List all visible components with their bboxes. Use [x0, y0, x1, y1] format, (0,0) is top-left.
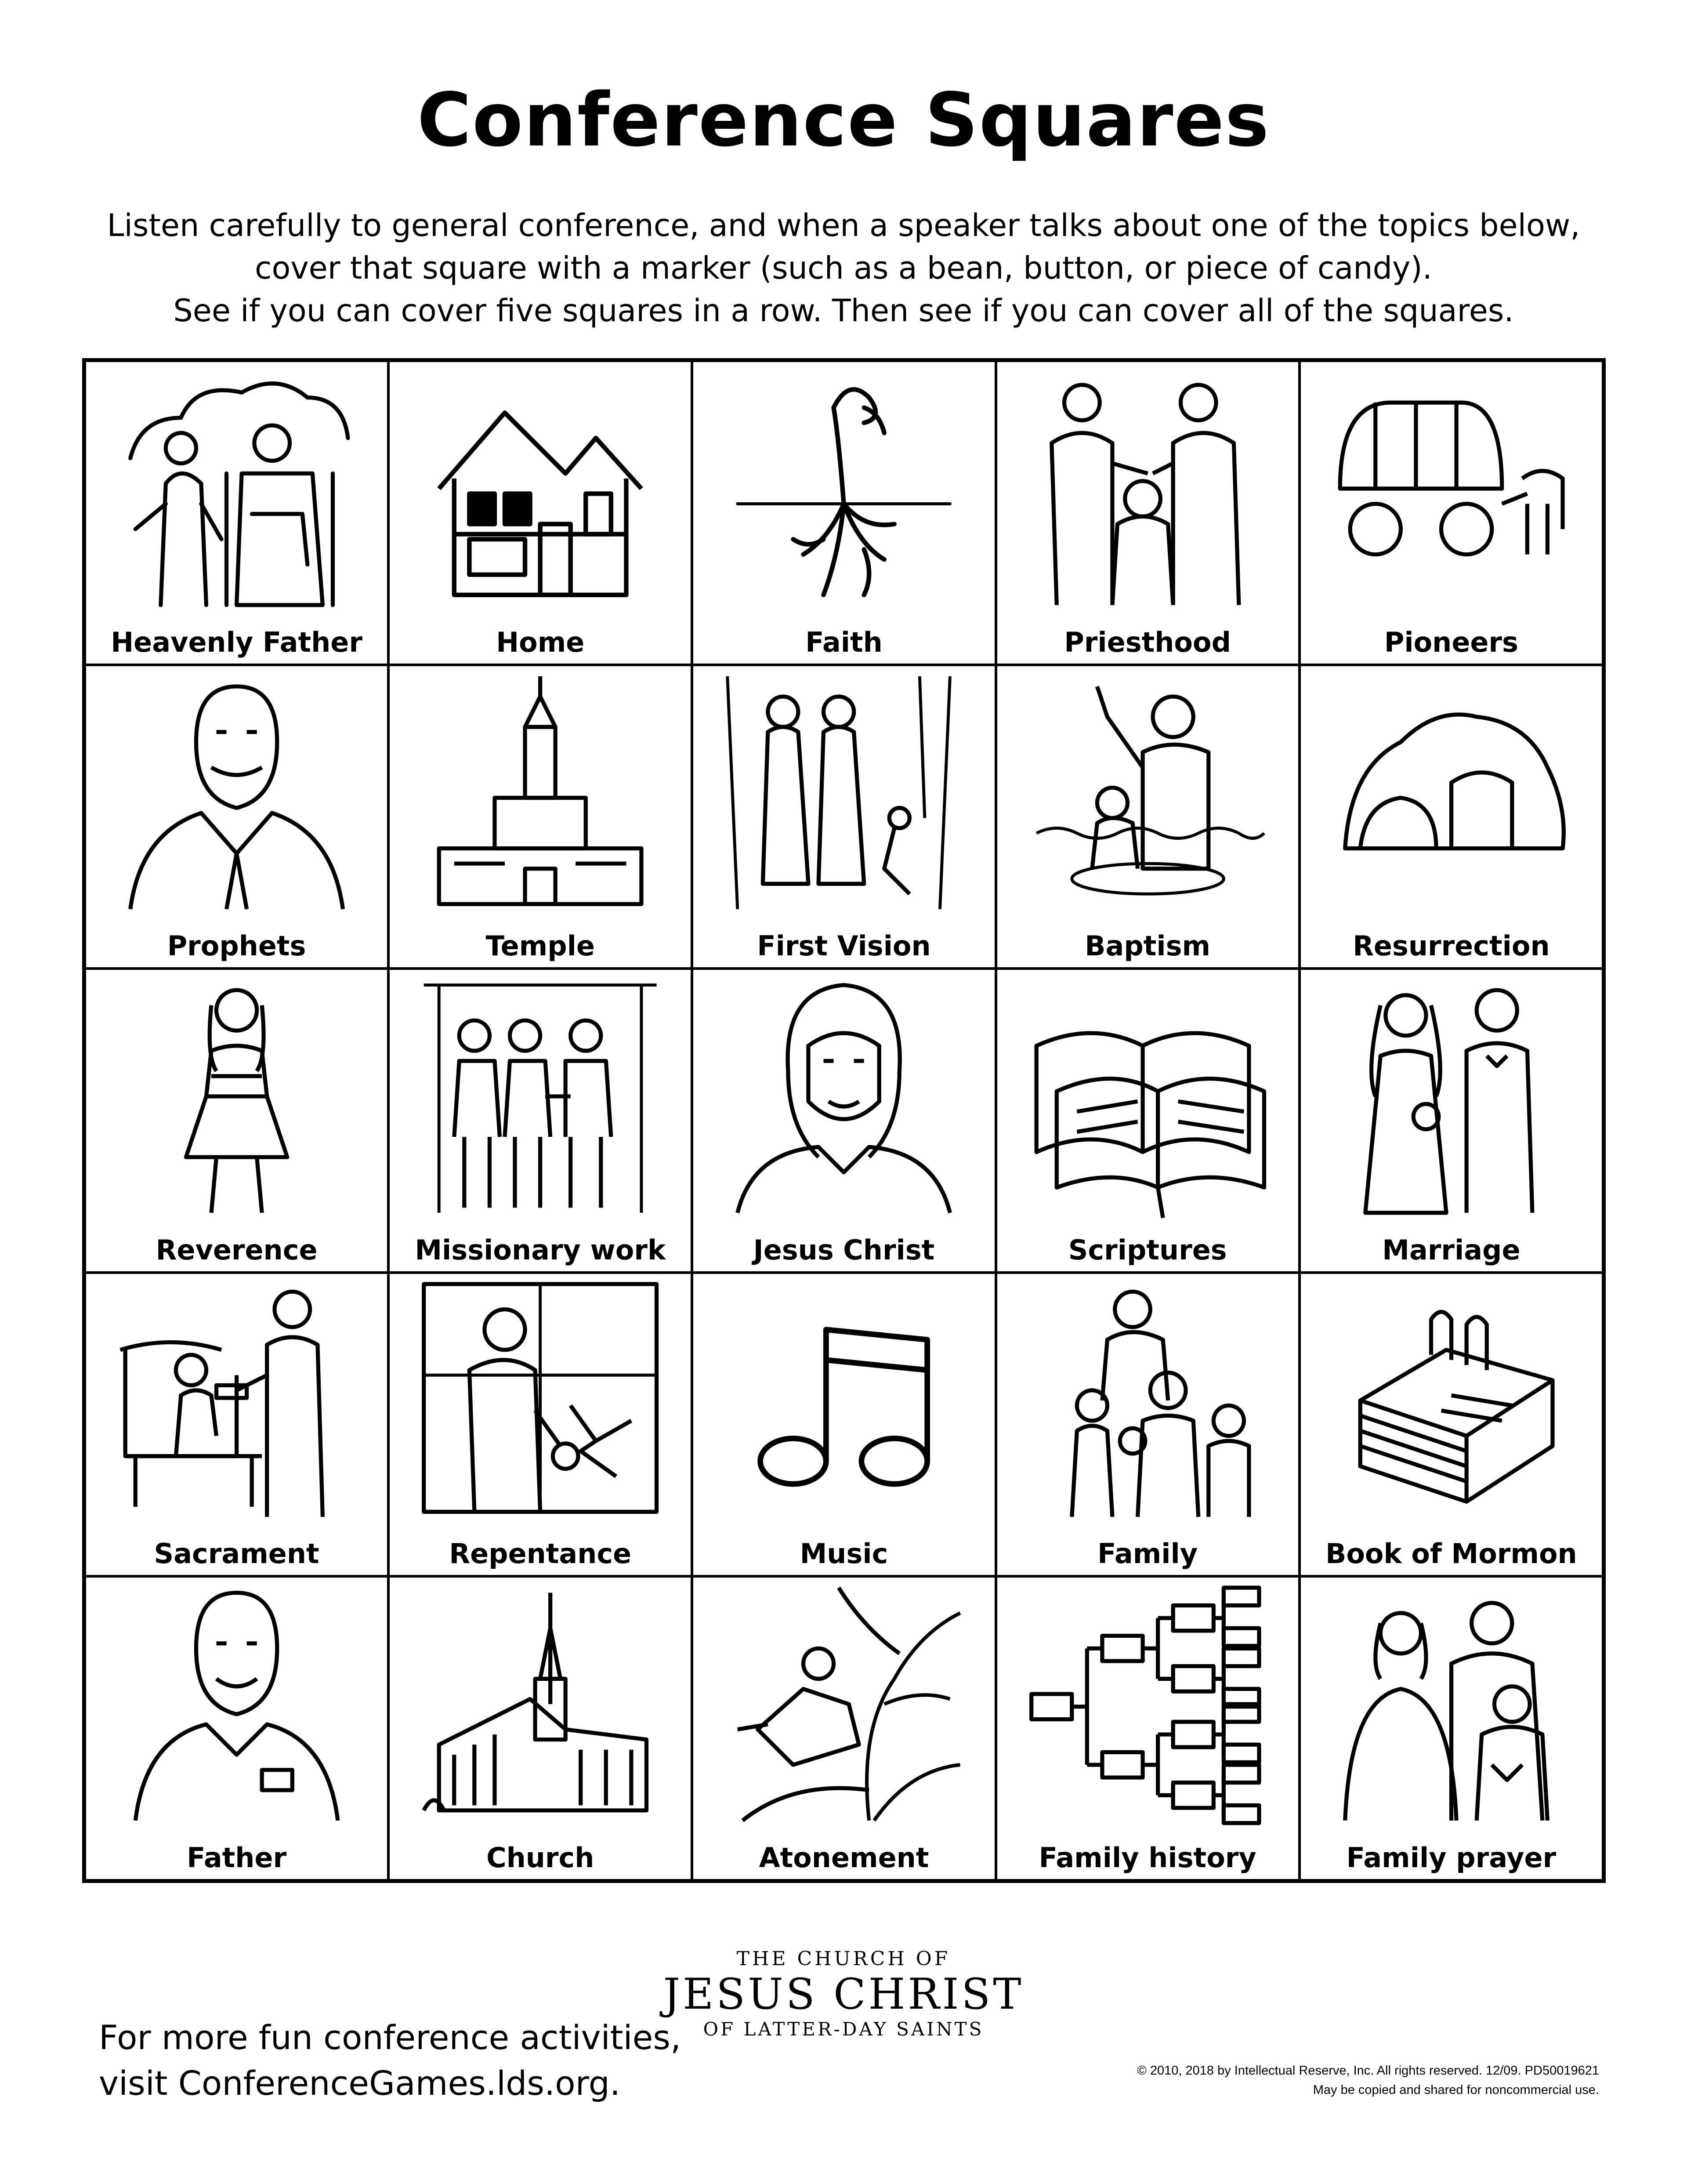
music-icon	[693, 1274, 994, 1527]
square-family-prayer[interactable]	[1300, 1576, 1603, 1880]
father-icon	[86, 1578, 387, 1831]
more-activities-note	[99, 2015, 681, 2106]
atonement-icon	[693, 1578, 994, 1831]
repentance-icon	[390, 1274, 691, 1527]
first-vision-icon	[693, 666, 994, 919]
priesthood-icon	[997, 362, 1298, 615]
square-label: Prophets	[167, 930, 306, 962]
square-label: First Vision	[757, 930, 931, 962]
square-repentance[interactable]	[388, 1273, 692, 1577]
page-title: Conference Squares	[417, 77, 1270, 163]
square-label: Marriage	[1382, 1233, 1520, 1266]
square-jesus-christ[interactable]	[692, 969, 996, 1273]
square-label: Jesus Christ	[753, 1233, 935, 1266]
square-temple[interactable]	[388, 665, 692, 969]
square-missionary-work[interactable]	[388, 969, 692, 1273]
square-prophets[interactable]	[85, 665, 388, 969]
square-music[interactable]	[692, 1273, 996, 1577]
faith-icon	[693, 362, 994, 615]
scriptures-icon	[997, 970, 1298, 1223]
square-father[interactable]	[85, 1576, 388, 1880]
family-icon	[997, 1274, 1298, 1527]
square-pioneers[interactable]	[1300, 361, 1603, 665]
jesus-christ-icon	[693, 970, 994, 1223]
square-priesthood[interactable]	[996, 361, 1300, 665]
instructions-line-3: See if you can cover five squares in a row. Then see if you can cover all of the squares.	[173, 293, 1514, 329]
square-label: Family prayer	[1346, 1841, 1557, 1874]
square-heavenly-father[interactable]	[85, 361, 388, 665]
square-label: Music	[800, 1538, 888, 1570]
square-label: Heavenly Father	[111, 626, 362, 658]
square-label: Baptism	[1085, 930, 1211, 962]
church-icon	[390, 1578, 691, 1831]
bingo-grid	[82, 358, 1606, 1883]
square-home[interactable]	[388, 361, 692, 665]
sacrament-icon	[86, 1274, 387, 1527]
square-first-vision[interactable]	[692, 665, 996, 969]
home-icon	[390, 362, 691, 615]
square-label: Scriptures	[1068, 1233, 1227, 1266]
more-line-1: For more fun conference activities,	[99, 2018, 681, 2057]
square-label: Faith	[805, 626, 883, 658]
family-history-icon	[997, 1578, 1298, 1831]
marriage-icon	[1301, 970, 1602, 1223]
instructions	[0, 204, 1687, 332]
temple-icon	[390, 666, 691, 919]
copyright-line-2: May be copied and shared for noncommercial use.	[1313, 2083, 1599, 2097]
square-family-history[interactable]	[996, 1576, 1300, 1880]
book-of-mormon-icon	[1301, 1274, 1602, 1527]
square-label: Father	[187, 1841, 287, 1874]
square-label: Home	[496, 626, 585, 658]
logo-line-2: JESUS CHRIST	[663, 1970, 1024, 2019]
instructions-line-1: Listen carefully to general conference, and when a speaker talks about one of the topics below,	[107, 207, 1580, 243]
pioneers-icon	[1301, 362, 1602, 615]
instructions-line-2: cover that square with a marker (such as a bean, button, or piece of candy).	[254, 250, 1433, 286]
resurrection-icon	[1301, 666, 1602, 919]
copyright-notice	[1137, 2061, 1599, 2100]
square-church[interactable]	[388, 1576, 692, 1880]
square-label: Missionary work	[415, 1233, 666, 1266]
square-book-of-mormon[interactable]	[1300, 1273, 1603, 1577]
square-label: Reverence	[156, 1233, 318, 1266]
square-label: Church	[486, 1841, 594, 1874]
square-resurrection[interactable]	[1300, 665, 1603, 969]
missionary-work-icon	[390, 970, 691, 1223]
logo-line-3: OF LATTER-DAY SAINTS	[703, 2018, 984, 2040]
family-prayer-icon	[1301, 1578, 1602, 1831]
square-label: Pioneers	[1384, 626, 1518, 658]
prophets-icon	[86, 666, 387, 919]
heavenly-father-icon	[86, 362, 387, 615]
square-marriage[interactable]	[1300, 969, 1603, 1273]
square-label: Repentance	[449, 1538, 632, 1570]
square-label: Priesthood	[1064, 626, 1231, 658]
logo-line-1: THE CHURCH OF	[736, 1948, 951, 1970]
square-faith[interactable]	[692, 361, 996, 665]
square-label: Book of Mormon	[1325, 1538, 1577, 1570]
square-baptism[interactable]	[996, 665, 1300, 969]
square-reverence[interactable]	[85, 969, 388, 1273]
square-sacrament[interactable]	[85, 1273, 388, 1577]
more-line-2: visit ConferenceGames.lds.org.	[99, 2064, 620, 2103]
copyright-line-1: © 2010, 2018 by Intellectual Reserve, Inc. All rights reserved. 12/09. PD50019621	[1137, 2064, 1599, 2078]
reverence-icon	[86, 970, 387, 1223]
baptism-icon	[997, 666, 1298, 919]
square-label: Temple	[485, 930, 595, 962]
square-scriptures[interactable]	[996, 969, 1300, 1273]
square-label: Atonement	[759, 1841, 929, 1874]
square-family[interactable]	[996, 1273, 1300, 1577]
square-label: Sacrament	[154, 1538, 319, 1570]
square-label: Resurrection	[1353, 930, 1550, 962]
square-label: Family	[1097, 1538, 1198, 1570]
square-label: Family history	[1039, 1841, 1256, 1874]
square-atonement[interactable]	[692, 1576, 996, 1880]
